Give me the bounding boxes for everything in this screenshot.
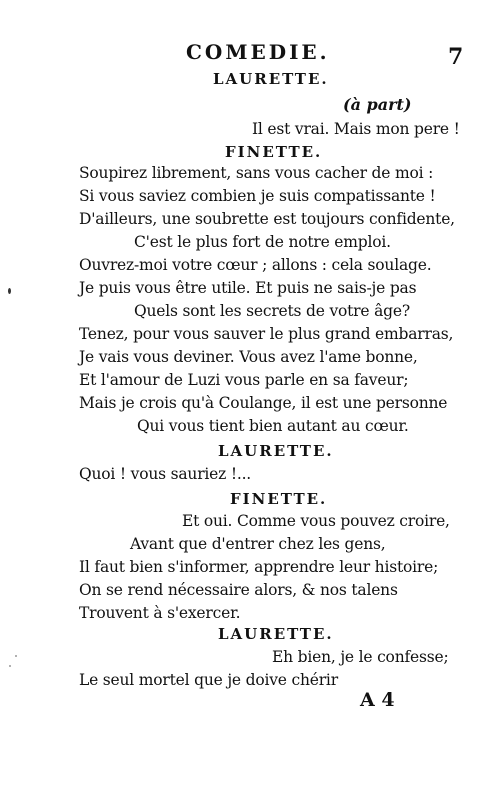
verse-line: Tenez, pour vous sauver le plus grand embarras, [79, 325, 454, 343]
stage-direction: (à part) [343, 95, 412, 114]
speaker-finette: FINETTE. [225, 143, 323, 161]
verse-line: Soupirez librement, sans vous cacher de moi : [79, 164, 434, 182]
speaker-finette: FINETTE. [230, 490, 328, 508]
verse-line: Je puis vous être utile. Et puis ne sais-je pas [79, 279, 417, 297]
ink-speck [9, 665, 11, 667]
verse-line: On se rend nécessaire alors, & nos talens [79, 581, 398, 599]
verse-line: Quoi ! vous sauriez !... [79, 465, 252, 483]
verse-line: Trouvent à s'exercer. [79, 604, 241, 622]
verse-line: Et oui. Comme vous pouvez croire, [182, 512, 450, 530]
speaker-laurette: LAURETTE. [218, 442, 334, 460]
page-number: 7 [448, 44, 464, 70]
speaker-laurette: LAURETTE. [218, 625, 334, 643]
verse-line: C'est le plus fort de notre emploi. [134, 233, 391, 251]
verse-line: Mais je crois qu'à Coulange, il est une personne [79, 394, 448, 412]
verse-line: Et l'amour de Luzi vous parle en sa faveur; [79, 371, 409, 389]
verse-line: Il est vrai. Mais mon pere ! [252, 120, 460, 138]
verse-line: Si vous saviez combien je suis compatissante ! [79, 187, 436, 205]
ink-speck [8, 288, 11, 294]
verse-line: Quels sont les secrets de votre âge? [134, 302, 410, 320]
speaker-laurette: LAURETTE. [213, 70, 329, 88]
running-title: COMEDIE. [186, 40, 330, 64]
signature-mark: A 4 [360, 689, 395, 711]
verse-line: Le seul mortel que je doive chérir [79, 671, 338, 689]
verse-line: Qui vous tient bien autant au cœur. [137, 417, 409, 435]
ink-speck [15, 655, 17, 657]
verse-line: Il faut bien s'informer, apprendre leur histoire; [79, 558, 439, 576]
verse-line: Ouvrez-moi votre cœur ; allons : cela soulage. [79, 256, 432, 274]
verse-line: Avant que d'entrer chez les gens, [130, 535, 386, 553]
verse-line: Eh bien, je le confesse; [272, 648, 449, 666]
verse-line: D'ailleurs, une soubrette est toujours confidente, [79, 210, 455, 228]
verse-line: Je vais vous deviner. Vous avez l'ame bonne, [79, 348, 418, 366]
